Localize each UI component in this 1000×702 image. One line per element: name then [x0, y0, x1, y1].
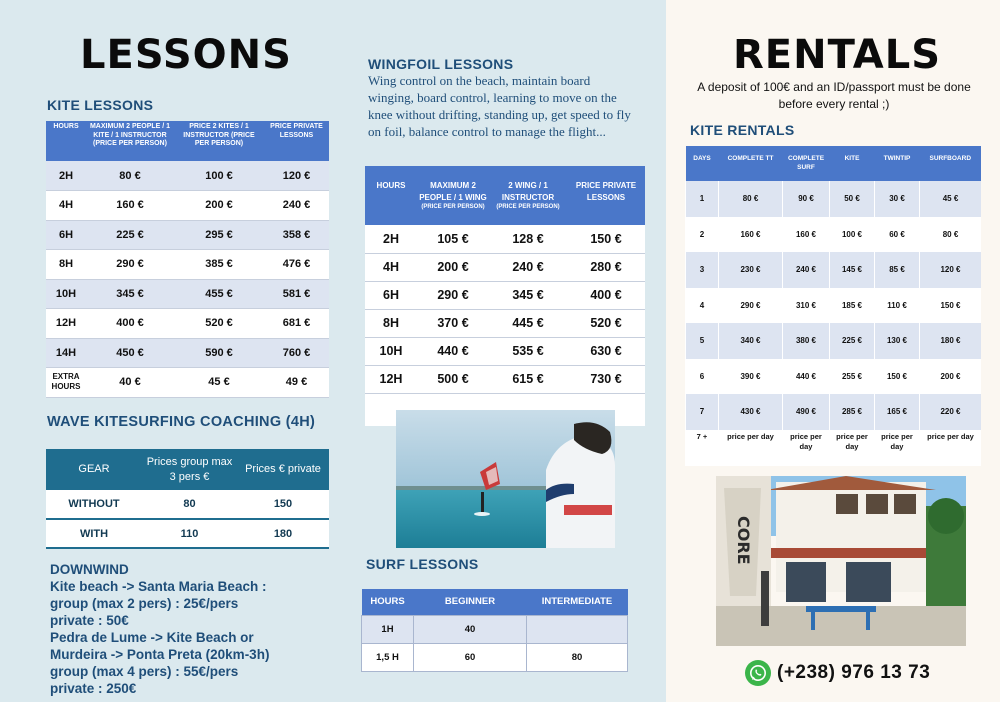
table-cell: 85 € [875, 252, 920, 288]
table-cell: 1,5 H [362, 643, 414, 671]
table-cell: 110 [142, 519, 237, 548]
surf-header-hours: HOURS [362, 589, 414, 615]
table-cell: 581 € [264, 279, 329, 309]
table-cell: 130 € [875, 323, 920, 359]
table-cell: 150 [237, 490, 329, 519]
table-cell: 200 € [920, 359, 982, 395]
table-row [365, 337, 645, 365]
table-row [46, 338, 329, 368]
kite-header-group: MAXIMUM 2 PEOPLE / 1 KITE / 1 INSTRUCTOR (PRICE PER PERSON) [86, 121, 174, 161]
table-cell: 128 € [489, 225, 567, 253]
table-row [686, 394, 982, 430]
table-cell: 345 € [489, 281, 567, 309]
wing-header-two-wing [489, 166, 567, 225]
wingfoil-title: WINGFOIL LESSONS [368, 56, 514, 72]
table-cell: 150 € [567, 225, 645, 253]
table-cell: 345 € [86, 279, 174, 309]
table-cell: 760 € [264, 338, 329, 368]
table-cell: 2 [686, 217, 719, 253]
table-cell: 160 € [719, 217, 783, 253]
table-row [686, 288, 982, 324]
table-cell: 440 € [417, 337, 489, 365]
table-cell: 4H [365, 253, 417, 281]
table-cell: 445 € [489, 309, 567, 337]
wave-header-private: Prices € private [237, 449, 329, 490]
table-cell: 10H [365, 337, 417, 365]
table-cell: 230 € [719, 252, 783, 288]
table-cell: 100 € [174, 161, 264, 191]
table-cell: 12H [46, 309, 86, 339]
table-cell: 105 € [417, 225, 489, 253]
table-cell: 2H [46, 161, 86, 191]
table-cell: 60 € [875, 217, 920, 253]
table-cell: 160 € [86, 191, 174, 221]
kite-header-two-kites: PRICE 2 KITES / 1 INSTRUCTOR (PRICE PER PERSON) [174, 121, 264, 161]
table-cell: 110 € [875, 288, 920, 324]
surf-lessons-table [361, 589, 628, 672]
table-cell: 50 € [830, 181, 875, 217]
table-cell: 120 € [264, 161, 329, 191]
table-row [46, 309, 329, 339]
table-cell: 12H [365, 365, 417, 393]
table-cell: 60 [414, 643, 527, 671]
table-cell: 1 [686, 181, 719, 217]
table-row [365, 365, 645, 393]
table-cell: 7 + [686, 430, 719, 466]
table-cell: 280 € [567, 253, 645, 281]
table-cell: 80 € [920, 217, 982, 253]
table-cell: 290 € [86, 250, 174, 280]
rent-header-days: DAYS [686, 146, 719, 181]
table-row [362, 643, 628, 671]
table-cell: 200 € [174, 191, 264, 221]
table-cell: 49 € [264, 368, 329, 398]
table-cell: 150 € [920, 288, 982, 324]
table-cell: 180 [237, 519, 329, 548]
surf-header-beginner: BEGINNER [414, 589, 527, 615]
table-row [46, 161, 329, 191]
table-cell: 185 € [830, 288, 875, 324]
table-row [46, 220, 329, 250]
wingfoil-table [365, 166, 645, 426]
table-cell: 30 € [875, 181, 920, 217]
table-cell: 240 € [489, 253, 567, 281]
table-cell: 490 € [783, 394, 830, 430]
table-cell: price per day [830, 430, 875, 466]
table-cell: 4 [686, 288, 719, 324]
table-cell: 80 [527, 643, 628, 671]
rent-header-complete-surf: COMPLETE SURF [783, 146, 830, 181]
table-row [46, 519, 329, 548]
kite-shop-photo [716, 476, 966, 646]
table-cell: 630 € [567, 337, 645, 365]
table-cell: 290 € [417, 281, 489, 309]
table-cell: 370 € [417, 309, 489, 337]
shop-sign-text: CORE [734, 516, 753, 565]
deposit-notice: A deposit of 100€ and an ID/passport must be done before every rental ;) [697, 80, 971, 111]
downwind-line: Murdeira -> Ponta Preta (20km-3h) [50, 647, 270, 662]
table-cell: 2H [365, 225, 417, 253]
table-row [46, 250, 329, 280]
table-cell: 310 € [783, 288, 830, 324]
table-cell: WITHOUT [46, 490, 142, 519]
rent-header-twintip: TWINTIP [875, 146, 920, 181]
table-cell: 520 € [174, 309, 264, 339]
table-cell: 6 [686, 359, 719, 395]
table-cell: 285 € [830, 394, 875, 430]
table-cell: 3 [686, 252, 719, 288]
table-cell: 40 € [86, 368, 174, 398]
table-cell: price per day [875, 430, 920, 466]
table-cell: 390 € [719, 359, 783, 395]
rent-header-surfboard: SURFBOARD [920, 146, 982, 181]
table-cell: 290 € [719, 288, 783, 324]
table-cell: 255 € [830, 359, 875, 395]
table-row [686, 359, 982, 395]
downwind-line: group (max 2 pers) : 25€/pers [50, 596, 239, 611]
table-cell: 225 € [86, 220, 174, 250]
kite-rentals-table [685, 146, 981, 466]
table-cell: 45 € [174, 368, 264, 398]
downwind-section [50, 561, 340, 697]
kite-lessons-title: KITE LESSONS [47, 97, 154, 113]
wing-header-two-wing-sub: (PRICE PER PERSON) [496, 204, 560, 210]
table-cell: 5 [686, 323, 719, 359]
table-cell: price per day [719, 430, 783, 466]
contact-phone[interactable] [745, 660, 930, 686]
table-cell: price per day [920, 430, 982, 466]
kite-lessons-table [46, 121, 329, 398]
table-cell: 385 € [174, 250, 264, 280]
downwind-line: private : 250€ [50, 681, 137, 696]
table-cell: 500 € [417, 365, 489, 393]
table-cell: 100 € [830, 217, 875, 253]
wave-coaching-title: WAVE KITESURFING COACHING (4H) [47, 414, 316, 430]
wing-header-group [417, 166, 489, 225]
table-cell: 165 € [875, 394, 920, 430]
rentals-title: RENTALS [733, 32, 942, 78]
table-row [686, 323, 982, 359]
table-cell: 8H [365, 309, 417, 337]
table-cell: 200 € [417, 253, 489, 281]
kite-rentals-title: KITE RENTALS [690, 122, 795, 138]
table-cell: 400 € [567, 281, 645, 309]
table-cell: 476 € [264, 250, 329, 280]
wave-header-group: Prices group max 3 pers € [142, 449, 237, 490]
table-cell: 1H [362, 615, 414, 643]
table-cell [527, 615, 628, 643]
table-cell: 145 € [830, 252, 875, 288]
surf-header-intermediate: INTERMEDIATE [527, 589, 628, 615]
table-cell: 681 € [264, 309, 329, 339]
table-cell: 10H [46, 279, 86, 309]
table-row [46, 279, 329, 309]
wing-header-group-sub: (PRICE PER PERSON) [421, 204, 485, 210]
table-cell: 455 € [174, 279, 264, 309]
table-cell: WITH [46, 519, 142, 548]
table-cell: 80 [142, 490, 237, 519]
table-cell: 340 € [719, 323, 783, 359]
table-cell: 120 € [920, 252, 982, 288]
table-cell: 45 € [920, 181, 982, 217]
table-cell: price per day [783, 430, 830, 466]
table-cell: 80 € [86, 161, 174, 191]
table-cell: 90 € [783, 181, 830, 217]
table-cell: 14H [46, 338, 86, 368]
table-cell: 358 € [264, 220, 329, 250]
wing-header-two-wing-label: 2 WING / 1 INSTRUCTOR [501, 181, 555, 202]
table-row [365, 281, 645, 309]
phone-number: (+238) 976 13 73 [777, 662, 931, 683]
table-cell: 4H [46, 191, 86, 221]
table-cell: 240 € [264, 191, 329, 221]
surf-lessons-title: SURF LESSONS [366, 556, 479, 572]
table-row [686, 430, 982, 466]
table-cell: 6H [365, 281, 417, 309]
table-row [365, 225, 645, 253]
kite-header-private: PRICE PRIVATE LESSONS [264, 121, 329, 161]
table-cell: 160 € [783, 217, 830, 253]
table-row [686, 252, 982, 288]
downwind-line: Kite beach -> Santa Maria Beach : [50, 579, 267, 594]
table-cell: 240 € [783, 252, 830, 288]
table-cell: EXTRA HOURS [46, 368, 86, 398]
table-cell: 180 € [920, 323, 982, 359]
wing-header-group-label: MAXIMUM 2 PEOPLE / 1 WING [419, 181, 487, 202]
table-cell: 520 € [567, 309, 645, 337]
table-cell: 7 [686, 394, 719, 430]
table-cell: 535 € [489, 337, 567, 365]
whatsapp-icon [745, 660, 771, 686]
table-cell: 150 € [875, 359, 920, 395]
table-cell: 295 € [174, 220, 264, 250]
table-row [686, 217, 982, 253]
table-cell: 80 € [719, 181, 783, 217]
table-cell: 40 [414, 615, 527, 643]
wing-header-hours: HOURS [365, 166, 417, 225]
wave-coaching-table [46, 449, 329, 549]
table-cell: 590 € [174, 338, 264, 368]
wingfoil-description: Wing control on the beach, maintain board winging, board control, learning to move on the knee without drifting, standing up, get speed to fly on foil, balance control to manage the flight... [368, 73, 631, 139]
table-row [365, 253, 645, 281]
table-row [46, 368, 329, 398]
table-row [46, 490, 329, 519]
table-cell: 730 € [567, 365, 645, 393]
table-cell: 225 € [830, 323, 875, 359]
table-cell: 220 € [920, 394, 982, 430]
table-cell: 430 € [719, 394, 783, 430]
wing-header-private: PRICE PRIVATE LESSONS [567, 166, 645, 225]
wingfoil-photo [396, 410, 615, 548]
table-cell: 440 € [783, 359, 830, 395]
downwind-line: private : 50€ [50, 613, 129, 628]
table-cell: 380 € [783, 323, 830, 359]
table-row [365, 309, 645, 337]
table-row [46, 191, 329, 221]
table-row [686, 181, 982, 217]
kite-header-hours: HOURS [46, 121, 86, 161]
table-cell: 615 € [489, 365, 567, 393]
rent-header-complete-tt: COMPLETE TT [719, 146, 783, 181]
downwind-line: Pedra de Lume -> Kite Beach or [50, 630, 254, 645]
wave-header-gear: GEAR [46, 449, 142, 490]
table-cell: 8H [46, 250, 86, 280]
rent-header-kite: KITE [830, 146, 875, 181]
table-cell: 6H [46, 220, 86, 250]
table-cell: 400 € [86, 309, 174, 339]
downwind-line: group (max 4 pers) : 55€/pers [50, 664, 239, 679]
downwind-title: DOWNWIND [50, 562, 129, 577]
table-cell: 450 € [86, 338, 174, 368]
table-row [362, 615, 628, 643]
lessons-title: LESSONS [80, 32, 292, 78]
